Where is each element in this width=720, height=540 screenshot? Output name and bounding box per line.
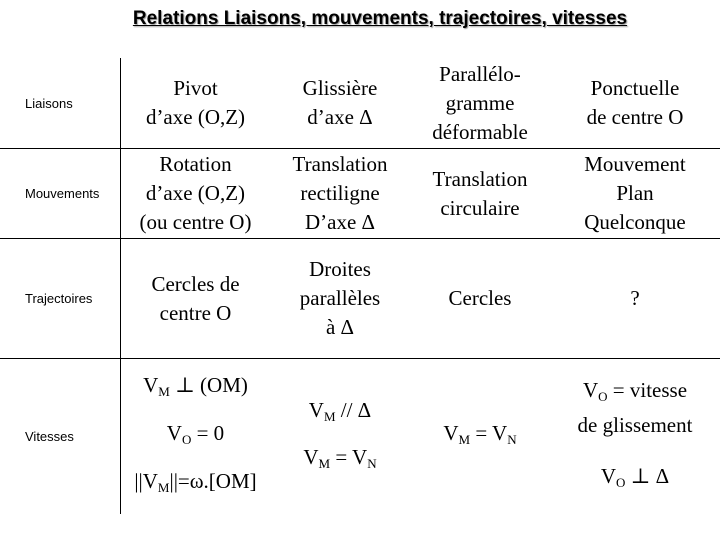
text-fragment: ||V [134, 468, 158, 493]
subscript: O [616, 475, 626, 490]
text-line: Ponctuelle [590, 76, 680, 100]
text-fragment: = V [330, 444, 368, 469]
text-line: Parallélo- [439, 61, 521, 86]
row-label-mouvements: Mouvements [0, 148, 120, 238]
formula-vm-eq-vn [303, 443, 376, 478]
cell-trajectoire-inconnue [550, 238, 720, 358]
cell-vitesse-translation-circulaire [410, 358, 550, 514]
text-line: d’axe (O,Z) [145, 181, 246, 205]
subscript: M [323, 408, 336, 424]
text-fragment: = V [470, 421, 508, 445]
cell-vitesse-glissiere [270, 358, 410, 514]
subscript: M [318, 455, 331, 471]
formula-vm-perp-om [143, 371, 248, 406]
row-label-liaisons: Liaisons [25, 95, 73, 111]
text-fragment: ⊥ Δ [625, 464, 670, 488]
text-fragment: V [582, 378, 599, 402]
text-fragment: = vitesse [607, 378, 688, 402]
subscript: N [367, 455, 377, 471]
formula-vo-perp [601, 462, 669, 497]
formula-vo-glissement [583, 376, 687, 411]
row-label-trajectoires: Trajectoires [0, 238, 120, 358]
text-line: D’axe Δ [304, 210, 376, 234]
text-fragment: V [166, 420, 182, 445]
text-line: centre O [159, 300, 232, 325]
text-fragment: // Δ [335, 397, 372, 422]
cell-vitesse-pivot [120, 358, 270, 514]
cell-trajectoire-droites [270, 238, 410, 358]
text-line: gramme [445, 90, 515, 115]
text-line: Pivot [173, 76, 218, 100]
formula-norm-vm [134, 467, 256, 502]
text-line: Translation [432, 166, 528, 191]
text-fragment: V [308, 397, 324, 422]
text-line: Quelconque [584, 210, 686, 234]
text-line: Cercles [448, 286, 512, 310]
text-line: à Δ [325, 315, 355, 339]
subscript: O [598, 389, 608, 404]
text-line: Mouvement [584, 152, 686, 176]
cell-trajectoire-cercles [410, 238, 550, 358]
cell-liaison-ponctuelle [550, 58, 720, 148]
subscript: M [158, 384, 170, 400]
text-fragment: V [143, 373, 159, 398]
cell-liaison-pivot [120, 58, 270, 148]
text-line: (ou centre O) [139, 210, 252, 234]
text-line: d’axe (O,Z) [145, 105, 246, 129]
cell-liaison-parallelogramme [410, 58, 550, 148]
subscript: O [181, 431, 192, 447]
text-line: Droites [309, 257, 371, 281]
text-line: Translation [292, 152, 388, 176]
text-fragment: ⊥ (OM) [169, 373, 248, 398]
text-fragment: = 0 [191, 420, 225, 445]
cell-mouvement-translation-circulaire [410, 148, 550, 238]
text-fragment: ||=ω.[OM] [169, 468, 257, 493]
cell-mouvement-translation-rectiligne [270, 148, 410, 238]
text-line: ? [630, 286, 640, 310]
subscript: M [157, 479, 170, 495]
subscript: N [507, 432, 517, 447]
text-line: Rotation [159, 152, 232, 176]
text-line: Cercles de [151, 271, 240, 296]
formula-vm-eq-vn [443, 419, 516, 454]
text-fragment: V [600, 464, 616, 488]
text-line: circulaire [440, 195, 520, 220]
cell-vitesse-ponctuelle [550, 358, 720, 514]
cell-mouvement-rotation [120, 148, 270, 238]
relations-table [0, 58, 720, 514]
text-fragment: V [303, 444, 319, 469]
text-line: parallèles [299, 286, 381, 310]
page-title: Relations Liaisons, mouvements, trajectoires, vitesses [132, 8, 628, 29]
formula-vm-parallel [309, 396, 371, 431]
row-label-vitesses: Vitesses [0, 358, 120, 514]
text-line: Plan [616, 181, 654, 205]
subscript: M [458, 432, 471, 447]
text-line: de centre O [586, 105, 684, 129]
cell-mouvement-quelconque [550, 148, 720, 238]
text-line: d’axe Δ [307, 105, 373, 129]
cell-trajectoire-cercles-centre [120, 238, 270, 358]
text-line: rectiligne [300, 181, 380, 205]
text-fragment: V [443, 421, 459, 445]
cell-liaison-glissiere [270, 58, 410, 148]
text-line: déformable [432, 119, 528, 144]
text-line: de glissement [577, 413, 693, 437]
formula-vo-zero [167, 419, 224, 454]
text-line: Glissière [302, 76, 378, 100]
